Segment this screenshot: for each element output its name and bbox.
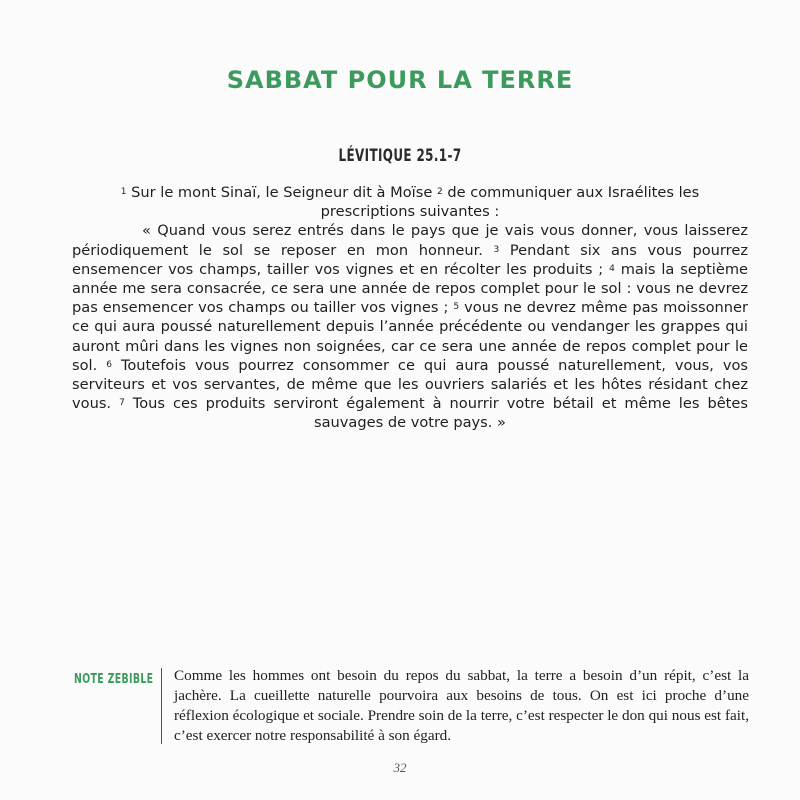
verse-text: « Quand vous serez entrés dans le pays que je vais vous donner, vous laisserez périodiquement le sol se reposer en mon honneur. bbox=[72, 222, 748, 259]
verse-text: Toutefois vous pourrez consommer ce qui aura poussé naturellement, vous, vos serviteurs et vos servantes, de même que les ouvriers salariés et les hôtes résidant chez vous. bbox=[72, 356, 749, 413]
note-label: NOTE ZEBIBLE bbox=[74, 672, 154, 687]
verse-number: 3 bbox=[493, 244, 500, 255]
verse-number: 7 bbox=[119, 398, 125, 409]
note-box bbox=[74, 668, 754, 748]
verse-text: vous ne devrez même pas moissonner ce qui aura poussé naturellement depuis l’année précédente ou vendanger les grappes qui auront mûri dans les vignes non soignées, car ce sera une année de repos complet pour le sol. bbox=[72, 299, 748, 374]
page-number: 32 bbox=[393, 760, 407, 775]
scripture-passage bbox=[72, 183, 748, 433]
scripture-reference: LÉVITIQUE 25.1-7 bbox=[338, 146, 462, 166]
verse-text: Sur le mont Sinaï, le Seigneur dit à Moïse bbox=[131, 184, 433, 201]
verse-number: 2 bbox=[436, 187, 443, 197]
passage-quote bbox=[72, 221, 748, 432]
passage-intro bbox=[72, 183, 748, 221]
verse-text: de communiquer aux Israélites les prescriptions suivantes : bbox=[320, 184, 700, 221]
verse-number: 1 bbox=[120, 187, 127, 197]
verse-text: Pendant six ans vous pourrez ensemencer vos champs, tailler vos vignes et en récolter les produits ; bbox=[72, 241, 748, 278]
verse-number: 5 bbox=[453, 302, 460, 313]
verse-number: 4 bbox=[609, 263, 615, 274]
note-divider bbox=[161, 668, 162, 744]
page-title: SABBAT POUR LA TERRE bbox=[226, 66, 574, 94]
note-text: Comme les hommes ont besoin du repos du sabbat, la terre a besoin d’un répit, c’est la jachère. La cueillette naturelle pourvoira aux besoins de tous. On est ici proche d’une réflexion écologique et sociale. Prendre soin de la terre, c’est respecter le don qui nous est fait, c’est exercer notre responsabilité à son égard. bbox=[174, 667, 749, 744]
verse-number: 6 bbox=[106, 359, 112, 370]
verse-text: Tous ces produits serviront également à nourrir votre bétail et même les bêtes sauvages de votre pays. » bbox=[132, 395, 748, 432]
verse-text: mais la septième année me sera consacrée, ce sera une année de repos complet pour le sol : vous ne devrez pas ensemencer vos champs ou tailler vos vignes ; bbox=[72, 260, 749, 317]
